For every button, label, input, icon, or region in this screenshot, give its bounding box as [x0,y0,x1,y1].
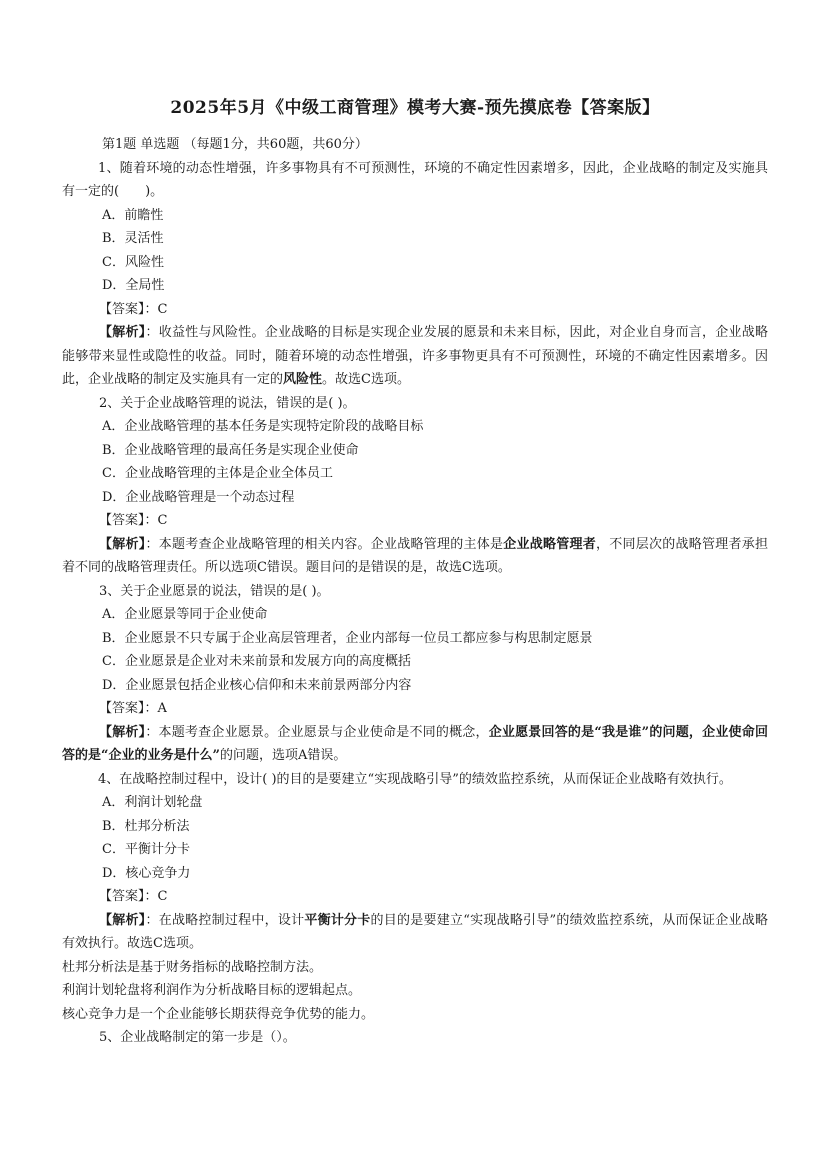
analysis-note: 利润计划轮盘将利润作为分析战略目标的逻辑起点。 [62,983,362,998]
analysis [62,909,768,956]
option: C．企业战略管理的主体是企业全体员工 [102,466,333,481]
option: D．企业愿景包括企业核心信仰和未来前景两部分内容 [102,677,412,693]
option: B．灵活性 [102,231,164,246]
analysis-label: 【解析】 [99,724,146,740]
option: C．平衡计分卡 [102,842,190,857]
analysis-note: 杜邦分析法是基于财务指标的战略控制方法。 [62,959,323,975]
analysis-text: 的目的是要建立“实现战略引导”的绩效监控系统，从而保证企业战略有效执行。故选C选项。 [62,912,768,951]
section-header: 第1题 单选题 （每题1分，共60题，共60分） [102,137,368,152]
analysis-text: ：收益性与风险性。企业战略的目标是实现企业发展的愿景和未来目标，因此，对企业自身而言，企业战略能够带来显性或隐性的收益。同时，随着环境的动态性增强，许多事物更具有不可预测性，环境的不确定性因素增多。因此，企业战略的制定及实施具有一定的 [62,325,768,387]
analysis [62,721,768,768]
analysis-text: 。故选C选项。 [322,372,410,387]
analysis-text: ，不同层次的战略管理者承担着不同的战略管理责任。所以选项C错误。题目问的是错误的是，故选C选项。 [62,536,768,575]
analysis [62,533,768,580]
analysis-text: ：在战略控制过程中，设计 [145,912,305,928]
option: B．杜邦分析法 [102,818,190,834]
question-list [62,133,768,1050]
question-stem: 4、在战略控制过程中，设计( )的目的是要建立“实现战略引导”的绩效监控系统，从而保证企业战略有效执行。 [98,771,732,787]
option: A．前瞻性 [102,207,164,223]
analysis-highlight: 企业战略管理者 [503,536,596,552]
question-stem: 5、企业战略制定的第一步是（）。 [99,1030,296,1045]
option: A．企业愿景等同于企业使命 [102,607,268,622]
option: D．核心竞争力 [102,865,191,881]
analysis-text: ：本题考查企业愿景。企业愿景与企业使命是不同的概念， [145,724,489,740]
answer: 【答案】：C [99,889,168,904]
answer: 【答案】：A [99,701,167,716]
option: A．企业战略管理的基本任务是实现特定阶段的战略目标 [102,419,424,434]
analysis-text: ：本题考查企业战略管理的相关内容。企业战略管理的主体是 [145,536,504,552]
analysis-text: 的问题，选项A错误。 [219,748,347,763]
option: D．企业战略管理是一个动态过程 [102,489,295,505]
analysis-label: 【解析】 [99,536,146,552]
option: C．企业愿景是企业对未来前景和发展方向的高度概括 [102,654,411,669]
analysis [62,321,768,392]
question-stem: 1、随着环境的动态性增强，许多事物具有不可预测性，环境的不确定性因素增多，因此，企业战略的制定及实施具有一定的( )。 [62,160,768,199]
option: D．全局性 [102,278,165,293]
option: A．利润计划轮盘 [102,795,203,810]
analysis-label: 【解析】 [99,912,146,928]
question-stem: 2、关于企业战略管理的说法，错误的是( )。 [99,395,356,411]
option: B．企业愿景不只专属于企业高层管理者，企业内部每一位员工都应参与构思制定愿景 [102,630,593,646]
analysis-note: 核心竞争力是一个企业能够长期获得竞争优势的能力。 [62,1006,375,1022]
answer: 【答案】：C [99,513,168,528]
analysis-highlight: 平衡计分卡 [304,912,371,928]
analysis-highlight: 企业愿景回答的是“我是谁”的问题，企业使命回答的是“企业的业务是什么” [62,724,768,763]
analysis-label: 【解析】 [99,325,146,340]
option: C．风险性 [102,254,164,270]
answer: 【答案】：C [99,301,168,317]
question-stem: 3、关于企业愿景的说法，错误的是( )。 [99,583,330,599]
option: B．企业战略管理的最高任务是实现企业使命 [102,442,359,458]
analysis-highlight: 风险性 [283,372,323,387]
page-title: 2025年5月《中级工商管理》模考大赛-预先摸底卷【答案版】 [170,98,660,118]
